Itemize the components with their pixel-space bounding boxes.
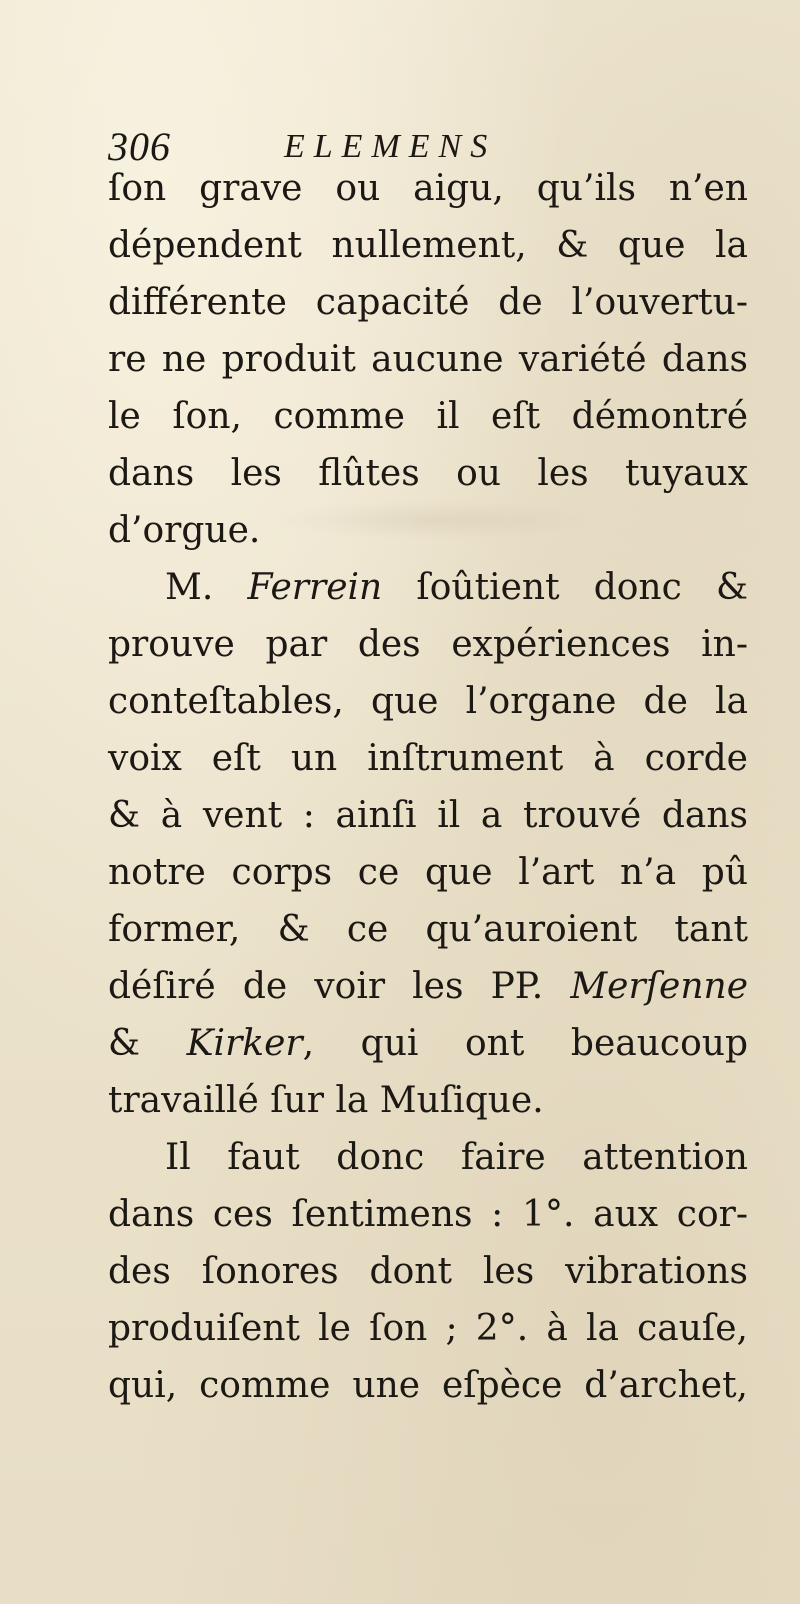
italic-name: Merſenne [570, 966, 748, 1007]
text-line: ſon grave ou aigu, qu’ils n’en [108, 168, 748, 209]
page-number: 306 [108, 124, 171, 169]
text-line: voix eſt un inſtrument à corde [108, 738, 748, 779]
text-line: produiſent le ſon ; 2°. à la cauſe, [108, 1308, 748, 1349]
text-line: & à vent : ainſi il a trouvé dans [108, 795, 748, 836]
running-title: ELEMENS [284, 128, 497, 165]
text-line: déſiré de voir les PP. Merſenne [108, 966, 748, 1007]
text-line: le ſon, comme il eſt démontré [108, 396, 748, 437]
paragraph-start-line: Il faut donc faire attention [165, 1137, 748, 1178]
paragraph-end-line: d’orgue. [108, 510, 261, 551]
text-line: notre corps ce que l’art n’a pû [108, 852, 748, 893]
text-line: re ne produit aucune variété dans [108, 339, 748, 380]
paragraph-start-line: M. Ferrein ſoûtient donc & [165, 567, 748, 608]
text-line: des ſonores dont les vibrations [108, 1251, 748, 1292]
text-line: dans les flûtes ou les tuyaux [108, 453, 748, 494]
text-line: former, & ce qu’auroient tant [108, 909, 748, 950]
paragraph-end-line: travaillé ſur la Muſique. [108, 1080, 544, 1121]
text-line: qui, comme une eſpèce d’archet, [108, 1365, 748, 1406]
text-line: dépendent nullement, & que la [108, 225, 748, 266]
text-line: dans ces ſentimens : 1°. aux cor- [108, 1194, 748, 1235]
text-line: différente capacité de l’ouvertu- [108, 282, 748, 323]
text-line: conteſtables, que l’organe de la [108, 681, 748, 722]
italic-name: Kirker [186, 1023, 303, 1064]
body-text [108, 160, 748, 1414]
text-line: prouve par des expériences in- [108, 624, 748, 665]
italic-name: Ferrein [247, 567, 383, 608]
text-line: & Kirker, qui ont beaucoup [108, 1023, 748, 1064]
